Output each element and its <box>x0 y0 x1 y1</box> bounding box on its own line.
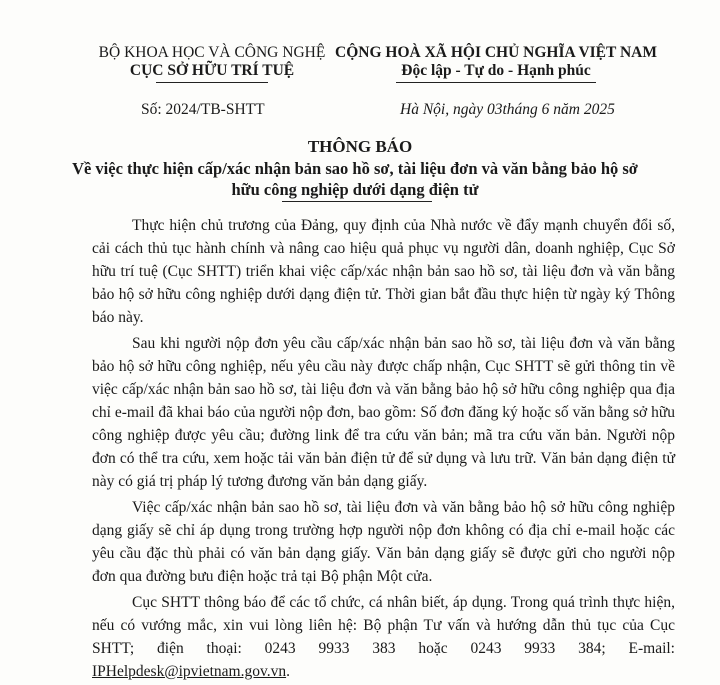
agency-underline <box>156 82 268 83</box>
national-motto: Độc lập - Tự do - Hạnh phúc <box>401 62 591 79</box>
document-title: THÔNG BÁO <box>307 137 413 156</box>
issuer-header <box>92 44 332 83</box>
agency-name: CỤC SỞ HỮU TRÍ TUỆ <box>129 62 295 79</box>
paragraph-1: Thực hiện chủ trương của Đảng, quy định của Nhà nước về đẩy mạnh chuyển đổi số, cải cách thủ tục hành chính và nâng cao hiệu quả phục vụ người dân, doanh nghiệp, Cục Sở hữu trí tuệ (Cục SHTT) triển khai việc cấp/xác nhận bản sao hồ sơ, tài liệu đơn và văn bằng bảo hộ sở hữu công nghiệp dưới dạng điện tử. Thời gian bắt đầu thực hiện từ ngày ký Thông báo này. <box>92 217 675 326</box>
motto-underline <box>396 82 596 83</box>
national-header <box>330 44 662 83</box>
document-number: Số: 2024/TB-SHTT <box>141 101 265 118</box>
paragraph-2: Sau khi người nộp đơn yêu cầu cấp/xác nhận bản sao hồ sơ, tài liệu đơn và văn bằng bảo hộ sở hữu công nghiệp, nếu yêu cầu này được chấp nhận, Cục SHTT sẽ gửi thông tin về việc cấp/xác nhận bản sao hồ sơ, tài liệu đơn và văn bằng bảo hộ sở hữu công nghiệp qua địa chỉ e-mail đã khai báo của người nộp đơn, bao gồm: Số đơn đăng ký hoặc số văn bằng sở hữu công nghiệp được yêu cầu; đường link để tra cứu văn bản; mã tra cứu văn bản. Người nộp đơn có thể tra cứu, xem hoặc tải văn bản điện tử để sử dụng và lưu trữ. Văn bản dạng điện tử này có giá trị pháp lý tương đương văn bản dạng giấy. <box>92 335 675 490</box>
document-subtitle: Về việc thực hiện cấp/xác nhận bản sao hồ sơ, tài liệu đơn và văn bằng bảo hộ sở hữu công nghiệp dưới dạng điện tử <box>72 159 638 199</box>
document-body <box>92 214 675 685</box>
helpdesk-email-link[interactable]: IPHelpdesk@ipvietnam.gov.vn <box>92 663 287 680</box>
ministry-name: BỘ KHOA HỌC VÀ CÔNG NGHỆ <box>98 44 326 61</box>
paragraph-3: Việc cấp/xác nhận bản sao hồ sơ, tài liệu đơn và văn bằng bảo hộ sở hữu công nghiệp dạng giấy sẽ chỉ áp dụng trong trường hợp người nộp đơn không có địa chỉ e-mail hoặc các yêu cầu đặc thù phải có văn bản dạng giấy. Văn bản dạng giấy sẽ được gửi cho người nộp đơn qua đường bưu điện hoặc trả tại Bộ phận Một cửa. <box>92 499 675 585</box>
email-suffix: . <box>286 663 290 680</box>
document-date: Hà Nội, ngày 03tháng 6 năm 2025 <box>400 101 615 118</box>
subtitle-underline <box>282 201 432 202</box>
country-name: CỘNG HOÀ XÃ HỘI CHỦ NGHĨA VIỆT NAM <box>335 44 657 61</box>
paragraph-4-text: Cục SHTT thông báo để các tổ chức, cá nhân biết, áp dụng. Trong quá trình thực hiện, nếu có vướng mắc, xin vui lòng liên hệ: Bộ phận Tư vấn và hướng dẫn thủ tục của Cục SHTT; điện thoại: 0243 9933 383 hoặc 0243 9933 384; E-mail: <box>92 594 675 657</box>
paragraph-4 <box>92 591 675 683</box>
